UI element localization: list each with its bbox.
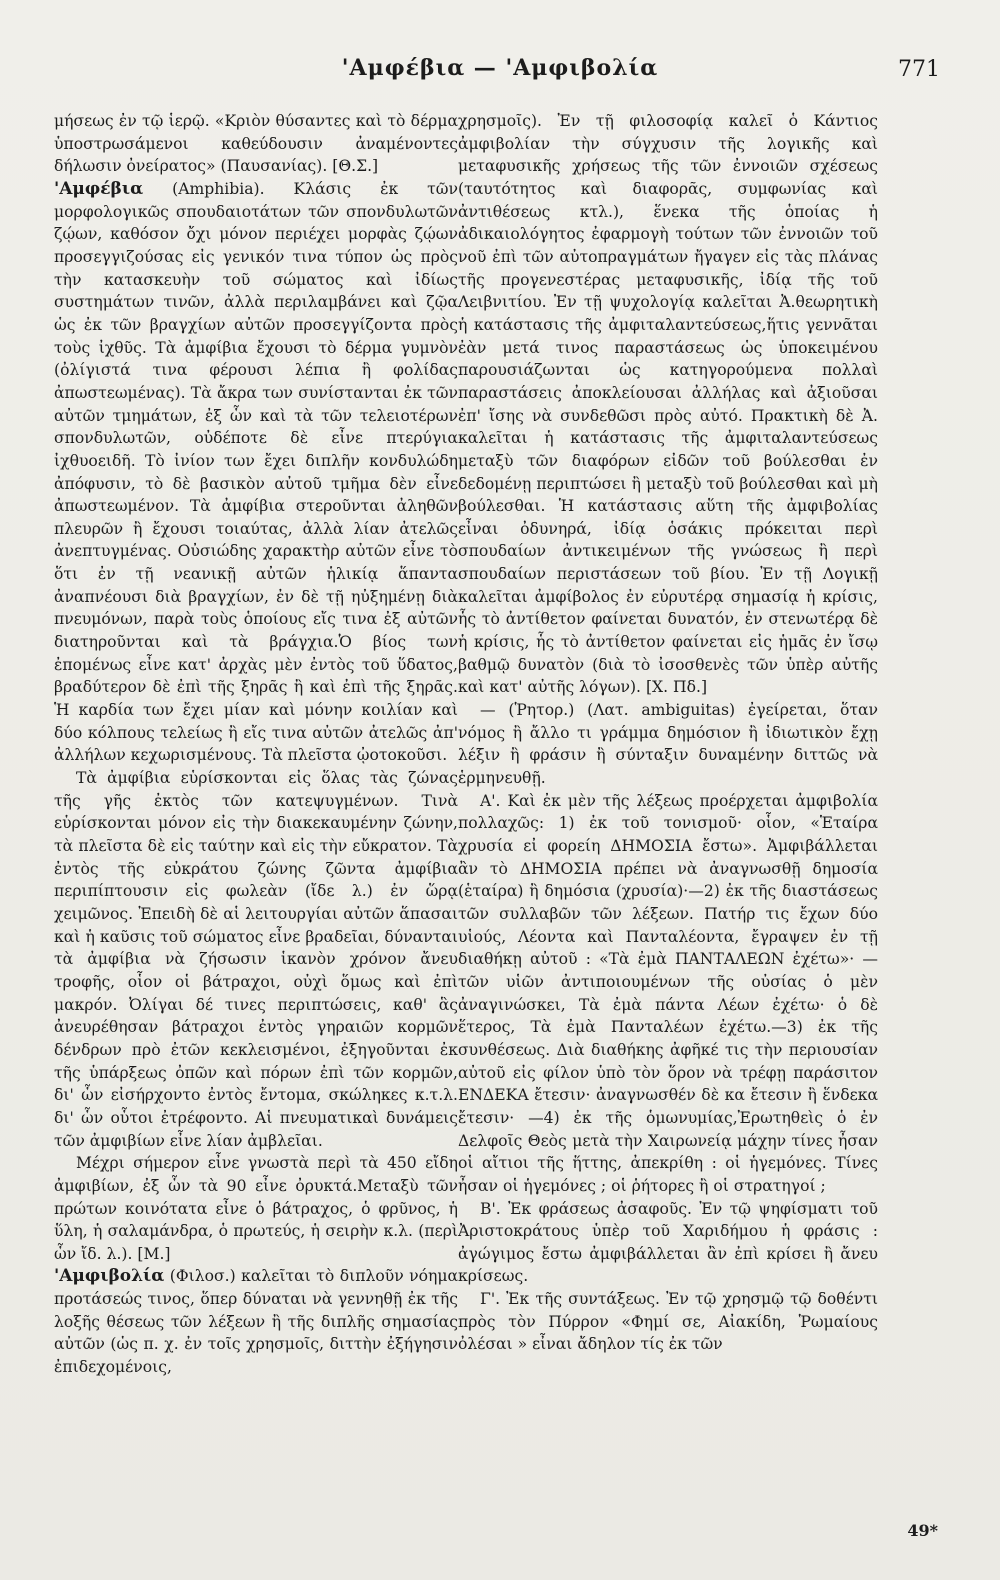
page-header bbox=[40, 55, 960, 95]
entry-text: (Amphibia). Κλάσις ἐκ τῶν μορφολογικῶς σπουδαιοτάτων τῶν σπονδυλωτῶν ζῴων, καθόσον ὄχι μόνον περιέχει μορφὰς ζῴων προσεγγιζούσας εἰς γενικόν τινα τύπον ὡς πρὸς τὴν κατασκευὴν τοῦ σώματος καὶ ἰδίως συστημάτων τινῶν, ἀλλὰ περιλαμβάνει καὶ ζῷα ὡς ἐκ τῶν βραγχίων αὐτῶν προσεγγίζοντα πρὸς τοὺς ἰχθῦς. Τὰ ἀμφίβια ἔχουσι τὸ δέρμα γυμνὸν (ὀλίγιστά τινα φέρουσι λέπια ἢ φολίδας ἀπωστεωμένας). Τὰ ἄκρα των συνίστανται ἐκ τῶν αὐτῶν τμημάτων, ἐξ ὧν καὶ τὰ τῶν τελειοτέρων σπονδυλωτῶν, οὐδέποτε δὲ εἶνε πτερύγια ἰχθυοειδῆ. Τὸ ἰνίον των ἔχει διπλῆν κονδυλώδη ἀπόφυσιν, τὸ δὲ βασικὸν αὐτοῦ τμῆμα δὲν εἶνε ἀπωστεωμένον. Τὰ ἀμφίβια στεροῦνται ἀληθῶν πλευρῶν ἢ ἔχουσι τοιαύτας, ἀλλὰ λίαν ἀτελῶς ἀνεπτυγμένας. Οὐσιώδης χαρακτὴρ αὐτῶν εἶνε τὸ ὅτι ἐν τῇ νεανικῇ αὐτῶν ἡλικίᾳ ἅπαντα ἀναπνέουσι διὰ βραγχίων, ἐν δὲ τῇ ηὐξημένῃ διὰ πνευμόνων, παρὰ τοὺς ὁποίους εἴς τινα ἐξ αὐτῶν διατηροῦνται καὶ τὰ βράγχια.Ὁ βίος των ἐπομένως εἶνε κατ' ἀρχὰς μὲν ἐντὸς τοῦ ὕδατος, βραδύτερον δὲ ἐπὶ τῆς ξηρᾶς ἢ καὶ ἐπὶ τῆς ξηρᾶς. Ἡ καρδία των ἔχει μίαν καὶ μόνην κοιλίαν καὶ δύο κόλπους τελείως ἢ εἴς τινα αὐτῶν ἀτελῶς ἀπ' ἀλλήλων κεχωρισμένους. Τὰ πλεῖστα ᾠοτοκοῦσι. bbox=[54, 179, 458, 765]
paragraph: μήσεως ἐν τῷ ἱερῷ. «Κριὸν θύσαντες καὶ τὸ δέρμα ὑποστρωσάμενοι καθεύδουσιν ἀναμένοντες δήλωσιν ὀνείρατος» (Παυσανίας). [Θ.Σ.] bbox=[54, 112, 458, 176]
entry-amphibolia bbox=[54, 1265, 458, 1378]
paragraph: Γ'. Ἐκ τῆς συντάξεως. Ἐν τῷ χρησμῷ τῷ δοθέντι πρὸς τὸν Πύρρον «Φημί σε, Αἰακίδη, Ῥωμαίους ὀλέσαι » εἶναι ἄδηλον τίς ἐκ τῶν bbox=[458, 1290, 878, 1354]
paragraph: Α'. Καὶ ἐκ μὲν τῆς λέξεως προέρχεται ἀμφιβολία πολλαχῶς: 1) ἐκ τοῦ τονισμοῦ· οἷον, «Ἑταίρα χρυσία εἰ φορείη ΔΗΜΟΣΙΑ ἔστω». Ἀμφιβάλλεται ἂν τὸ ΔΗΜΟΣΙΑ πρέπει νὰ ἀναγνωσθῇ δημοσία (ἑταίρα) ἢ δημόσια (χρυσία)·—2) ἐκ τῆς διαστάσεως τῶν συλλαβῶν τῶν λέξεων. Πατήρ τις ἔχων δύο υἱούς, Λέοντα καὶ Πανταλέοντα, ἔγραψεν ἐν τῇ διαθήκῃ αὐτοῦ : «Τὰ ἐμὰ ΠΑΝΤΑΛΕΩΝ ἐχέτω»· —τῶν υἱῶν ἀντιποιουμένων τῆς οὐσίας ὁ μὲν ἀναγινώσκει, Τὰ ἐμὰ πάντα Λέων ἐχέτω· ὁ δὲ ἕτερος, Τὰ ἐμὰ Πανταλέων ἐχέτω.—3) ἐκ τῆς συνθέσεως. Διὰ διαθήκης ἀφῆκέ τις τὴν περιουσίαν αὐτοῦ εἰς φίλον ὑπὸ τὸν ὅρον νὰ τρέφῃ παράσιτον ΕΝΔΕΚΑ ἔτεσιν· ἀναγνωσθέν δὲ κα ἔτεσιν ἢ ἕνδεκα ἔτεσιν· —4) ἐκ τῆς ὁμωνυμίας,Ἐρωτηθεὶς ὁ ἐν Δελφοῖς Θεὸς μετὰ τὴν Χαιρωνείᾳ μάχην τίνες ἦσαν οἱ αἴτιοι τῆς ἥττης, ἀπεκρίθη : οἱ ἡγεμόνες. Τίνες ἦσαν οἱ ἡγεμόνες ; οἱ ῥήτορες ἢ οἱ στρατηγοί ; bbox=[458, 791, 878, 1195]
page-number: 771 bbox=[898, 57, 940, 82]
entry-text: (Φιλοσ.) καλεῖται τὸ διπλοῦν νόημα προτάσεώς τινος, ὅπερ δύναται νὰ γεννηθῇ ἐκ τῆς λοξῆς θέσεως τῶν λέξεων ἢ τῆς διπλῆς σημασίας αὐτῶν (ὡς π. χ. ἐν τοῖς χρησμοῖς, διττὴν ἐξήγησιν ἐπιδεχομένοις, bbox=[54, 1267, 458, 1377]
entry-term: 'Αμφιβολία bbox=[54, 1266, 165, 1287]
signature-mark: 49* bbox=[907, 1521, 938, 1540]
entry-amphibia bbox=[54, 178, 458, 767]
paragraph: Μέχρι σήμερον εἶνε γνωστὰ περὶ τὰ 450 εἴδη ἀμφιβίων, ἐξ ὧν τὰ 90 εἶνε ὀρυκτά.Μεταξὺ τῶν πρώτων κοινότατα εἶνε ὁ βάτραχος, ὁ φρῦνος, ἡ ὕλη, ἡ σαλαμάνδρα, ὁ πρωτεύς, ἡ σειρὴν κ.λ. (περὶ ὧν ἴδ. λ.). [Μ.] bbox=[54, 1154, 458, 1263]
entry-term: 'Αμφέβια bbox=[54, 178, 144, 199]
paragraph: χρησμοῖς). Ἐν τῇ φιλοσοφίᾳ καλεῖ ὁ Κάντιος ἀμφιβολίαν τὴν σύγχυσιν τῆς λογικῆς καὶ μεταφυσικῆς χρήσεως τῆς τῶν ἐννοιῶν σχέσεως (ταυτότητος καὶ διαφορᾶς, συμφωνίας καὶ ἀντιθέσεως κτλ.), ἕνεκα τῆς ὁποίας ἡ ἀδικαιολόγητος ἐφαρμογὴ τούτων τῶν ἐννοιῶν τοῦ νοῦ ἐπὶ τῶν αὐτοπραγμάτων ἤγαγεν εἰς τὰς πλάνας τῆς προγενεστέρας μεταφυσικῆς, ἰδίᾳ τῆς τοῦ Λειβνιτίου. Ἐν τῇ ψυχολογίᾳ καλεῖται Ἀ.θεωρητικὴ ἡ κατάστασις τῆς ἀμφιταλαντεύσεως,ἥτις γεννᾶται ἐὰν μετά τινος παραστάσεως ὡς ὑποκειμένου παρουσιάζωνται ὡς κατηγορούμενα πολλαὶ παραστάσεις ἀποκλείουσαι ἀλλήλας καὶ ἀξιοῦσαι ἐπ' ἴσης νὰ συνδεθῶσι πρὸς αὐτό. Πρακτικὴ δὲ Ἀ. καλεῖται ἡ κατάστασις τῆς ἀμφιταλαντεύσεως μεταξὺ τῶν διαφόρων εἰδῶν τοῦ βούλεσθαι ἐν δεδομένῃ περιπτώσει ἢ μεταξὺ τοῦ βούλεσθαι καὶ μὴ βούλεσθαι. Ἡ κατάστασις αὕτη τῆς ἀμφιβολίας εἶναι ὀδυνηρά, ἰδίᾳ ὁσάκις πρόκειται περὶ σπουδαίων ἀντικειμένων τῆς γνώσεως ἢ περὶ σπουδαίων περιστάσεων τοῦ βίου. Ἐν τῇ Λογικῇ καλεῖται ἀμφίβολος ἐν εὐρυτέρᾳ σημασίᾳ ἡ κρίσις, ἧς τὸ ἀντίθετον φαίνεται δυνατόν, ἐν στενωτέρᾳ δὲ ἡ κρίσις, ἧς τὸ ἀντίθετον φαίνεται εἰς ἡμᾶς ἐν ἴσῳ βαθμῷ δυνατὸν (διὰ τὸ ἰσοσθενὲς τῶν ὑπὲρ αὐτῆς καὶ κατ' αὐτῆς λόγων). [Χ. Πδ.] bbox=[458, 112, 878, 697]
right-column bbox=[458, 110, 878, 1356]
paragraph: Β'. Ἐκ φράσεως ἀσαφοῦς. Ἐν τῷ ψηφίσματι τοῦ Ἀριστοκράτους ὑπὲρ τοῦ Χαριδήμου ἡ φράσις : ἀγώγιμος ἔστω ἀμφιβάλλεται ἂν ἐπὶ κρίσει ἢ ἄνευ κρίσεως. bbox=[458, 1199, 878, 1286]
paragraph: — (Ῥητορ.) (Λατ. ambiguitas) ἐγείρεται, ὅταν νόμος ἢ ἄλλο τι γράμμα δημόσιον ἢ ἰδιωτικὸν ἔχῃ λέξιν ἢ φράσιν ἢ σύνταξιν δυναμένην διττῶς νὰ ἑρμηνευθῇ. bbox=[458, 701, 878, 788]
running-title: 'Αμφέβια — 'Αμφιβολία bbox=[341, 55, 659, 81]
paragraph: Τὰ ἀμφίβια εὑρίσκονται εἰς ὅλας τὰς ζώνας τῆς γῆς ἐκτὸς τῶν κατεψυγμένων. Τινὰ εὑρίσκονται μόνον εἰς τὴν διακεκαυμένην ζώνην, τὰ πλεῖστα δὲ εἰς ταύτην καὶ εἰς τὴν εὔκρατον. Τὰ ἐντὸς τῆς εὐκράτου ζώνης ζῶντα ἀμφίβια περιπίπτουσιν εἰς φωλεὰν (ἴδε λ.) ἐν ὥρᾳ χειμῶνος. Ἐπειδὴ δὲ αἱ λειτουργίαι αὐτῶν ἅπασαι καὶ ἡ καῦσις τοῦ σώματος εἶνε βραδεῖαι, δύνανται τὰ ἀμφίβια νὰ ζήσωσιν ἱκανὸν χρόνον ἄνευ τροφῆς, οἷον οἱ βάτραχοι, οὐχὶ ὅμως καὶ ἐπὶ μακρόν. Ὀλίγαι δέ τινες περιπτώσεις, καθ' ἃς ἀνευρέθησαν βάτραχοι ἐντὸς γηραιῶν κορμῶν δένδρων πρὸ ἐτῶν κεκλεισμένοι, ἐξηγοῦνται ἐκ τῆς ὑπάρξεως ὀπῶν καὶ πόρων ἐπὶ τῶν κορμῶν, δι' ὧν εἰσήρχοντο ἐντὸς ἔντομα, σκώληκες κ.τ.λ. δι' ὧν οὗτοι ἐτρέφοντο. Αἱ πνευματικαὶ δυνάμεις τῶν ἀμφιβίων εἶνε λίαν ἀμβλεῖαι. bbox=[54, 769, 458, 1150]
left-column bbox=[54, 110, 458, 1379]
